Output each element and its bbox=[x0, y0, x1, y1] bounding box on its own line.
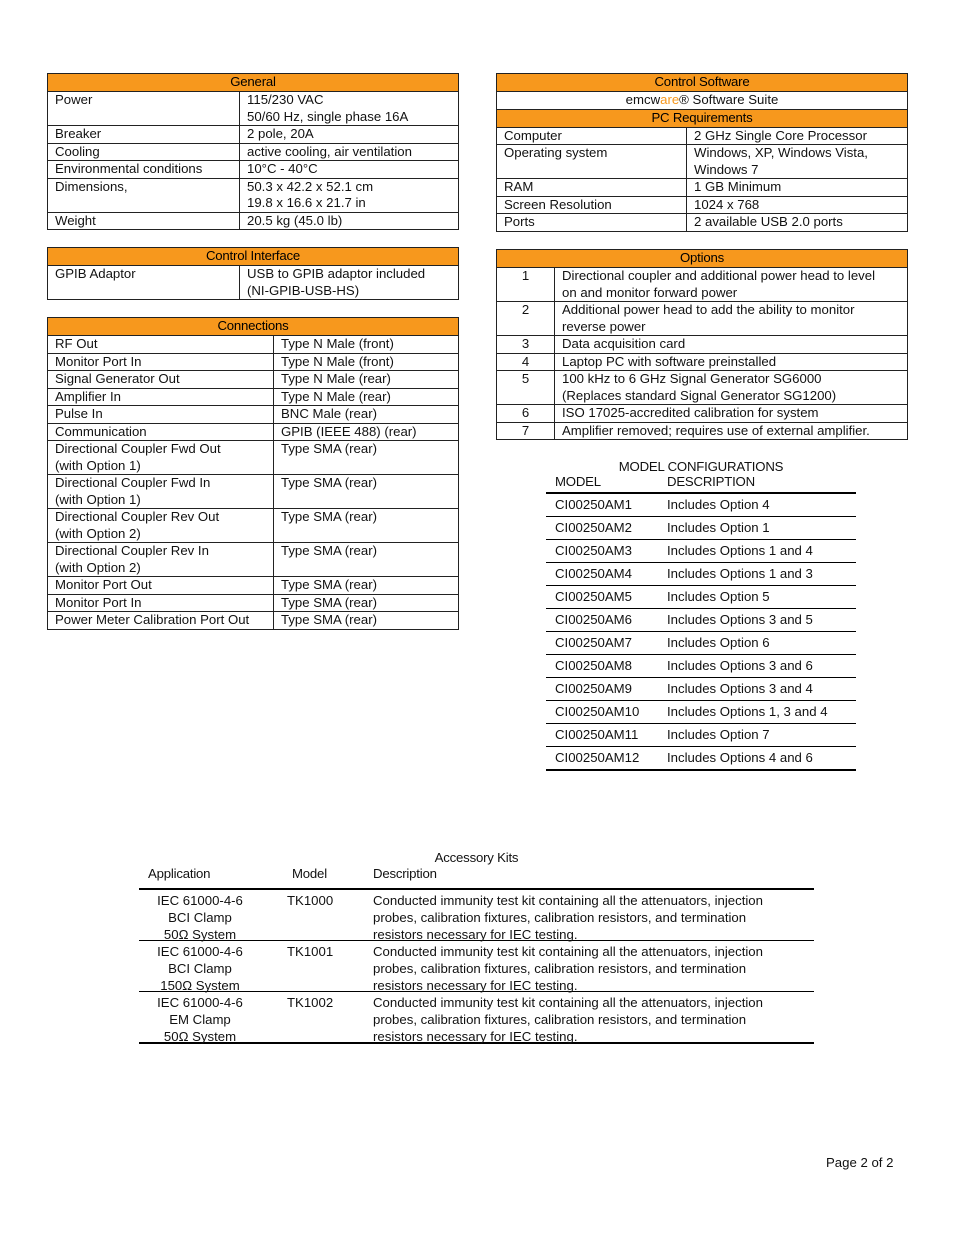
connections-header: Connections bbox=[48, 318, 459, 336]
spec-value bbox=[240, 92, 459, 126]
spec-label: Operating system bbox=[497, 145, 687, 179]
connections-table bbox=[47, 317, 459, 630]
table-row bbox=[497, 336, 908, 354]
spec-label-line: Directional Coupler Fwd Out bbox=[55, 441, 221, 456]
table-row bbox=[546, 632, 856, 655]
spec-value: 10°C - 40°C bbox=[240, 161, 459, 179]
spec-value-line: 50.3 x 42.2 x 52.1 cm bbox=[247, 178, 374, 194]
table-row bbox=[139, 890, 814, 941]
column-header-description: Description bbox=[373, 866, 437, 881]
table-row bbox=[48, 212, 459, 230]
spec-value: Type SMA (rear) bbox=[274, 509, 459, 543]
table-row bbox=[139, 941, 814, 992]
model-code: CI00250AM1 bbox=[555, 497, 632, 512]
kit-description bbox=[373, 893, 803, 943]
table-row bbox=[497, 371, 908, 405]
option-text-line: reverse power bbox=[562, 318, 646, 334]
spec-label: Power bbox=[48, 92, 240, 126]
option-number: 2 bbox=[497, 302, 555, 336]
spec-value bbox=[240, 266, 459, 300]
table-row bbox=[48, 178, 459, 212]
model-description: Includes Options 1 and 4 bbox=[667, 543, 813, 558]
spec-value: 20.5 kg (45.0 lb) bbox=[240, 212, 459, 230]
model-description: Includes Option 6 bbox=[667, 635, 770, 650]
spec-label: Ports bbox=[497, 214, 687, 232]
model-description: Includes Options 3 and 6 bbox=[667, 658, 813, 673]
option-text bbox=[555, 371, 908, 405]
spec-value: 1 GB Minimum bbox=[687, 179, 908, 197]
software-suite-accent: are bbox=[660, 92, 680, 107]
table-row bbox=[48, 612, 459, 630]
spec-label: Breaker bbox=[48, 126, 240, 144]
spec-label-line: Directional Coupler Rev Out bbox=[55, 509, 220, 524]
table-row bbox=[48, 594, 459, 612]
spec-value: active cooling, air ventilation bbox=[240, 143, 459, 161]
kit-model: TK1002 bbox=[287, 995, 334, 1010]
spec-value: Type N Male (rear) bbox=[274, 371, 459, 389]
spec-label bbox=[48, 441, 274, 475]
kit-application-line: IEC 61000-4-6 bbox=[157, 944, 243, 959]
table-row bbox=[48, 336, 459, 354]
spec-label: Environmental conditions bbox=[48, 161, 240, 179]
spec-value-line: 19.8 x 16.6 x 21.7 in bbox=[247, 195, 366, 210]
spec-value-line: (NI-GPIB-USB-HS) bbox=[247, 282, 360, 298]
option-text-line: (Replaces standard Signal Generator SG1200) bbox=[562, 387, 837, 403]
control-software-table bbox=[496, 73, 908, 232]
spec-label: Dimensions, bbox=[48, 178, 240, 212]
table-row bbox=[497, 92, 908, 110]
kit-description-line: resistors necessary for IEC testing. bbox=[373, 926, 578, 942]
accessory-kits-title: Accessory Kits bbox=[434, 850, 519, 865]
kit-application-line: BCI Clamp bbox=[168, 960, 232, 976]
kit-model: TK1001 bbox=[287, 944, 334, 959]
kit-application-line: 50Ω System bbox=[163, 926, 237, 942]
spec-label: Cooling bbox=[48, 143, 240, 161]
kit-application-line: IEC 61000-4-6 bbox=[157, 995, 243, 1010]
table-row bbox=[546, 609, 856, 632]
table-row bbox=[48, 371, 459, 389]
spec-label: Communication bbox=[48, 423, 274, 441]
kit-application-line: BCI Clamp bbox=[168, 909, 232, 925]
kit-description bbox=[373, 944, 803, 994]
table-row bbox=[497, 179, 908, 197]
table-row bbox=[497, 353, 908, 371]
software-suite-part: ® Software Suite bbox=[679, 92, 779, 107]
table-row bbox=[139, 992, 814, 1044]
model-code: CI00250AM2 bbox=[555, 520, 632, 535]
spec-value: BNC Male (rear) bbox=[274, 406, 459, 424]
page-number: Page 2 of 2 bbox=[826, 1155, 894, 1170]
table-row bbox=[48, 475, 459, 509]
kit-application-line: 150Ω System bbox=[160, 977, 240, 993]
model-description: Includes Option 7 bbox=[667, 727, 770, 742]
model-code: CI00250AM11 bbox=[555, 727, 639, 742]
spec-label-line: (with Option 2) bbox=[55, 559, 141, 575]
option-text-line: Additional power head to add the ability to monitor bbox=[562, 302, 855, 317]
table-row bbox=[497, 214, 908, 232]
model-description: Includes Options 3 and 5 bbox=[667, 612, 813, 627]
accessory-kits-header bbox=[139, 866, 814, 890]
spec-label: Power Meter Calibration Port Out bbox=[48, 612, 274, 630]
spec-value-line: Windows, XP, Windows Vista, bbox=[694, 145, 868, 160]
table-row bbox=[546, 517, 856, 540]
spec-value: Type SMA (rear) bbox=[274, 594, 459, 612]
spec-label: Monitor Port Out bbox=[48, 577, 274, 595]
option-text-line: Directional coupler and additional power head to level bbox=[562, 268, 876, 283]
spec-value: 2 pole, 20A bbox=[240, 126, 459, 144]
option-number: 6 bbox=[497, 405, 555, 423]
table-row bbox=[48, 406, 459, 424]
model-description: Includes Option 4 bbox=[667, 497, 770, 512]
spec-label: RF Out bbox=[48, 336, 274, 354]
kit-description-line: probes, calibration fixtures, calibration resistors, and termination bbox=[373, 960, 747, 976]
option-text: Amplifier removed; requires use of external amplifier. bbox=[555, 422, 908, 440]
kit-description bbox=[373, 995, 803, 1045]
option-number: 5 bbox=[497, 371, 555, 405]
spec-label: Monitor Port In bbox=[48, 353, 274, 371]
table-row bbox=[48, 388, 459, 406]
option-text-line: 100 kHz to 6 GHz Signal Generator SG6000 bbox=[562, 371, 822, 386]
table-row bbox=[48, 266, 459, 300]
table-row bbox=[546, 747, 856, 771]
spec-value bbox=[240, 178, 459, 212]
table-row bbox=[546, 494, 856, 517]
spec-label: RAM bbox=[497, 179, 687, 197]
spec-value: 2 available USB 2.0 ports bbox=[687, 214, 908, 232]
spec-label: Computer bbox=[497, 127, 687, 145]
spec-label: Monitor Port In bbox=[48, 594, 274, 612]
option-number: 1 bbox=[497, 268, 555, 302]
general-table bbox=[47, 73, 459, 230]
table-row bbox=[48, 92, 459, 126]
model-configurations-header bbox=[546, 474, 856, 494]
table-row bbox=[497, 422, 908, 440]
kit-application-line: EM Clamp bbox=[169, 1011, 231, 1027]
table-row bbox=[48, 423, 459, 441]
model-description: Includes Option 5 bbox=[667, 589, 770, 604]
spec-value: 1024 x 768 bbox=[687, 196, 908, 214]
kit-model: TK1000 bbox=[287, 893, 334, 908]
kit-application-line: IEC 61000-4-6 bbox=[157, 893, 243, 908]
model-code: CI00250AM9 bbox=[555, 681, 632, 696]
table-row bbox=[48, 143, 459, 161]
control-software-header: Control Software bbox=[497, 74, 908, 92]
spec-label: Amplifier In bbox=[48, 388, 274, 406]
table-row bbox=[497, 268, 908, 302]
spec-value: Type SMA (rear) bbox=[274, 612, 459, 630]
software-suite-part: emcw bbox=[625, 92, 661, 107]
model-code: CI00250AM5 bbox=[555, 589, 632, 604]
spec-value: Type SMA (rear) bbox=[274, 577, 459, 595]
column-header-application: Application bbox=[148, 866, 211, 881]
spec-label bbox=[48, 509, 274, 543]
table-row bbox=[497, 196, 908, 214]
spec-label bbox=[48, 543, 274, 577]
spec-value-line: 50/60 Hz, single phase 16A bbox=[247, 108, 409, 124]
spec-label bbox=[48, 475, 274, 509]
spec-value: Type SMA (rear) bbox=[274, 543, 459, 577]
column-header-model: Model bbox=[292, 866, 327, 881]
spec-value-line: USB to GPIB adaptor included bbox=[247, 266, 426, 281]
spec-label-line: Directional Coupler Fwd In bbox=[55, 475, 211, 490]
kit-description-line: Conducted immunity test kit containing all the attenuators, injection bbox=[373, 995, 763, 1010]
table-row bbox=[546, 655, 856, 678]
spec-value: Type SMA (rear) bbox=[274, 441, 459, 475]
model-code: CI00250AM8 bbox=[555, 658, 632, 673]
control-interface-header: Control Interface bbox=[48, 248, 459, 266]
option-number: 3 bbox=[497, 336, 555, 354]
model-description: Includes Options 1, 3 and 4 bbox=[667, 704, 828, 719]
kit-application bbox=[139, 944, 261, 994]
accessory-kits bbox=[139, 850, 814, 1044]
spec-value: 2 GHz Single Core Processor bbox=[687, 127, 908, 145]
spec-label: Screen Resolution bbox=[497, 196, 687, 214]
model-code: CI00250AM6 bbox=[555, 612, 632, 627]
table-row bbox=[48, 543, 459, 577]
spec-value: Type SMA (rear) bbox=[274, 475, 459, 509]
model-description: Includes Option 1 bbox=[667, 520, 770, 535]
option-text bbox=[555, 268, 908, 302]
option-number: 4 bbox=[497, 353, 555, 371]
option-text: Laptop PC with software preinstalled bbox=[555, 353, 908, 371]
software-suite bbox=[497, 92, 908, 110]
table-row bbox=[497, 302, 908, 336]
table-row bbox=[48, 353, 459, 371]
kit-application-line: 50Ω System bbox=[163, 1028, 237, 1044]
table-row bbox=[497, 405, 908, 423]
option-text-line: on and monitor forward power bbox=[562, 284, 738, 300]
kit-description-line: probes, calibration fixtures, calibration resistors, and termination bbox=[373, 1011, 747, 1027]
spec-value-line: Windows 7 bbox=[694, 161, 759, 177]
spec-label: GPIB Adaptor bbox=[48, 266, 240, 300]
option-number: 7 bbox=[497, 422, 555, 440]
option-text bbox=[555, 302, 908, 336]
model-code: CI00250AM3 bbox=[555, 543, 632, 558]
kit-application bbox=[139, 995, 261, 1045]
spec-value: GPIB (IEEE 488) (rear) bbox=[274, 423, 459, 441]
column-header-model: MODEL bbox=[555, 474, 601, 489]
table-row bbox=[48, 161, 459, 179]
spec-label-line: (with Option 1) bbox=[55, 457, 141, 473]
table-row bbox=[48, 441, 459, 475]
spec-label-line: Directional Coupler Rev In bbox=[55, 543, 209, 558]
table-row bbox=[48, 126, 459, 144]
kit-description-line: resistors necessary for IEC testing. bbox=[373, 977, 578, 993]
options-table bbox=[496, 249, 908, 440]
spec-value: Type N Male (rear) bbox=[274, 388, 459, 406]
pc-requirements-header: PC Requirements bbox=[497, 109, 908, 127]
table-row bbox=[546, 701, 856, 724]
model-code: CI00250AM4 bbox=[555, 566, 632, 581]
options-header: Options bbox=[497, 250, 908, 268]
model-code: CI00250AM10 bbox=[555, 704, 640, 719]
table-row bbox=[497, 127, 908, 145]
spec-value-line: 115/230 VAC bbox=[247, 92, 324, 107]
spec-label: Pulse In bbox=[48, 406, 274, 424]
spec-label: Weight bbox=[48, 212, 240, 230]
kit-description-line: Conducted immunity test kit containing all the attenuators, injection bbox=[373, 944, 763, 959]
spec-label-line: (with Option 2) bbox=[55, 525, 141, 541]
column-header-description: DESCRIPTION bbox=[667, 474, 755, 489]
spec-value: Type N Male (front) bbox=[274, 336, 459, 354]
model-description: Includes Options 4 and 6 bbox=[667, 750, 813, 765]
general-header: General bbox=[48, 74, 459, 92]
table-row bbox=[48, 509, 459, 543]
table-row bbox=[546, 586, 856, 609]
option-text: Data acquisition card bbox=[555, 336, 908, 354]
table-row bbox=[48, 577, 459, 595]
spec-value: Type N Male (front) bbox=[274, 353, 459, 371]
table-row bbox=[546, 724, 856, 747]
model-configurations bbox=[546, 459, 856, 771]
kit-application bbox=[139, 893, 261, 943]
model-code: CI00250AM7 bbox=[555, 635, 632, 650]
spec-label-line: (with Option 1) bbox=[55, 491, 141, 507]
table-row bbox=[546, 540, 856, 563]
table-row bbox=[497, 145, 908, 179]
table-row bbox=[546, 563, 856, 586]
spec-value bbox=[687, 145, 908, 179]
model-configurations-title: MODEL CONFIGURATIONS bbox=[618, 459, 784, 474]
kit-description-line: Conducted immunity test kit containing all the attenuators, injection bbox=[373, 893, 763, 908]
model-description: Includes Options 1 and 3 bbox=[667, 566, 813, 581]
option-text: ISO 17025-accredited calibration for system bbox=[555, 405, 908, 423]
kit-description-line: resistors necessary for IEC testing. bbox=[373, 1028, 578, 1044]
kit-description-line: probes, calibration fixtures, calibration resistors, and termination bbox=[373, 909, 747, 925]
model-code: CI00250AM12 bbox=[555, 750, 640, 765]
control-interface-table bbox=[47, 247, 459, 300]
model-description: Includes Options 3 and 4 bbox=[667, 681, 813, 696]
table-row bbox=[546, 678, 856, 701]
spec-label: Signal Generator Out bbox=[48, 371, 274, 389]
